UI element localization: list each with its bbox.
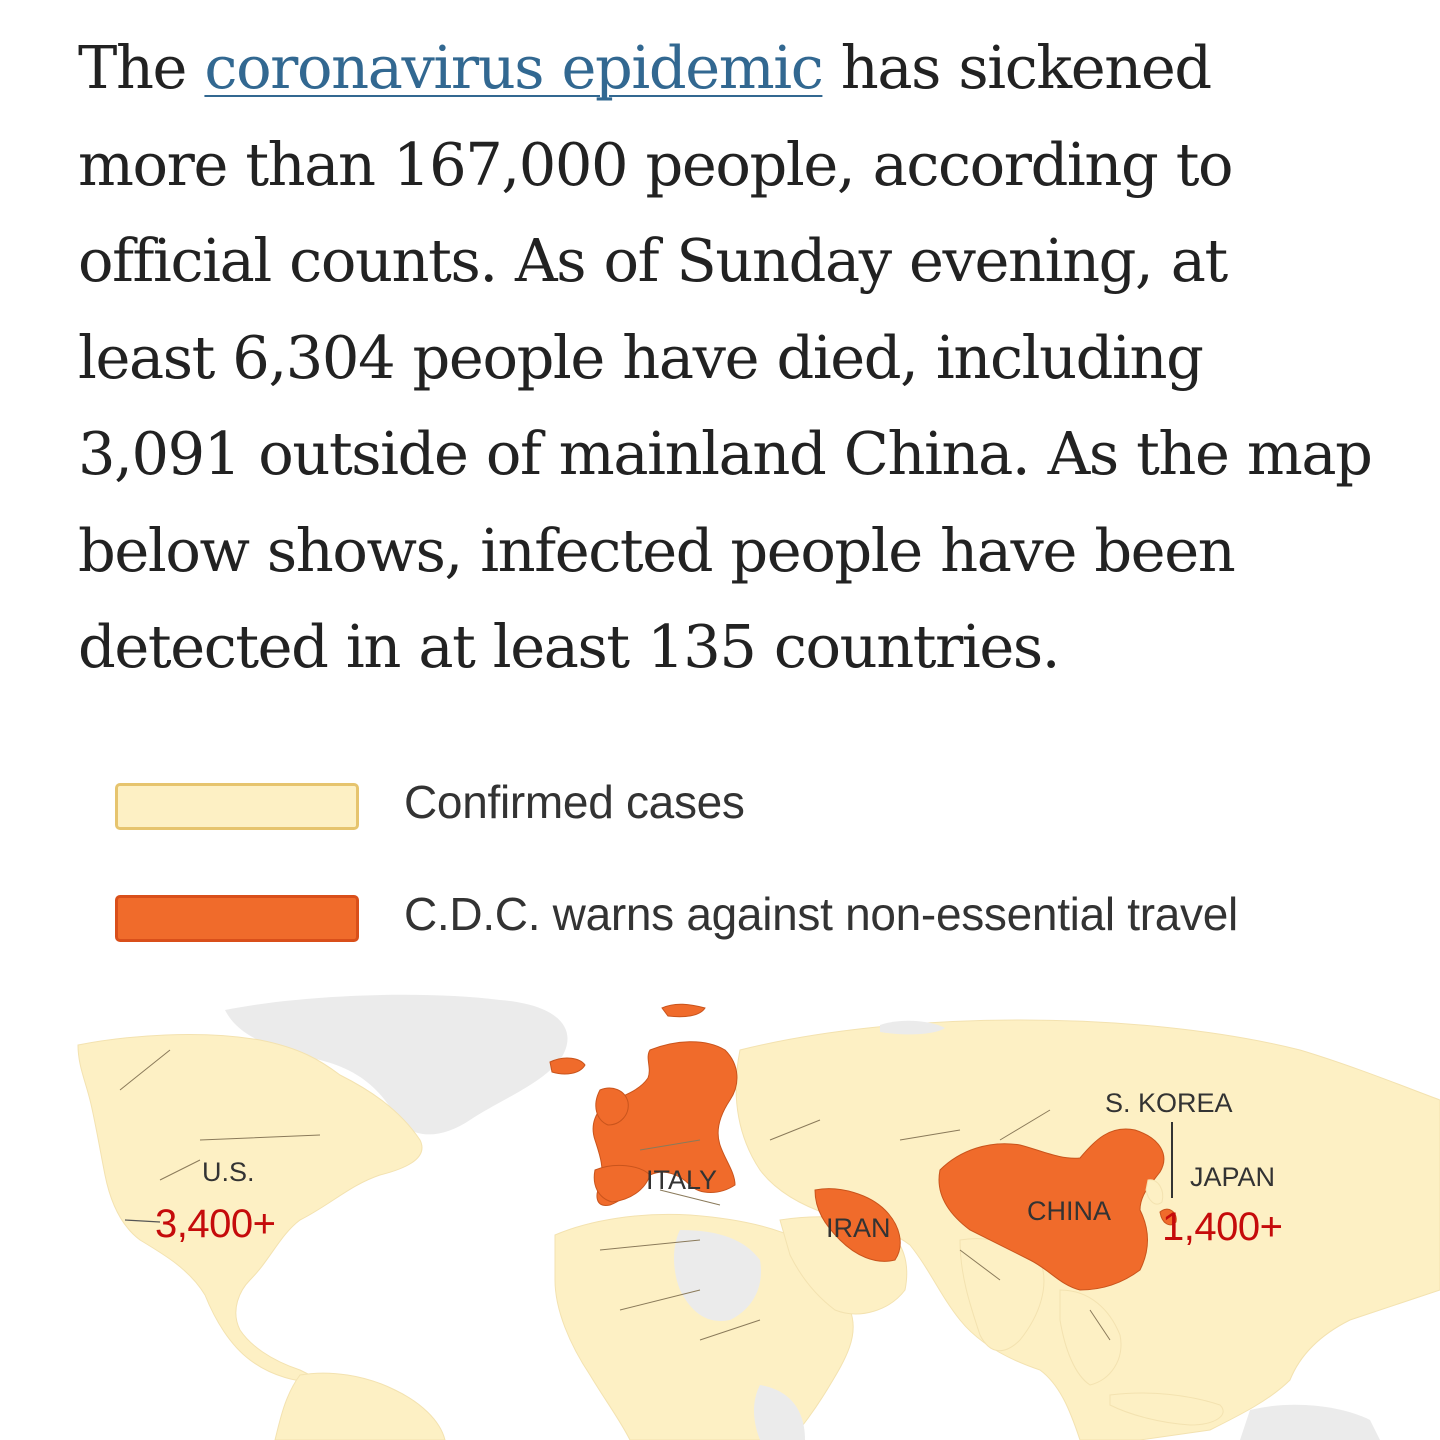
confirmed-cases-label: Confirmed cases [404,776,745,828]
article-paragraph [78,20,1378,696]
iceland-warning-shape [550,1058,585,1074]
south-america-shape [275,1373,445,1440]
article-prefix: The [78,33,205,102]
japan-label: JAPAN [1190,1162,1276,1192]
italy-label: ITALY [646,1165,718,1195]
cdc-warning-label: C.D.C. warns against non-essential travel [404,888,1238,940]
us-count-label: 3,400+ [155,1202,276,1246]
world-map [0,990,1440,1440]
coronavirus-epidemic-link[interactable]: coronavirus epidemic [204,33,823,102]
us-label: U.S. [202,1157,255,1187]
iran-label: IRAN [826,1213,891,1243]
japan-count-label: 1,400+ [1162,1205,1283,1249]
china-label: CHINA [1027,1196,1112,1226]
iberia-warning-shape [594,1165,650,1202]
confirmed-cases-swatch [115,783,359,830]
svalbard-warning-shape [662,1004,705,1017]
article-body: has sickened more than 167,000 people, according to official counts. As of Sunday evening, at least 6,304 people have died, including 3,091 outside of mainland China. As the map below shows, infected people have been detected in at least 135 countries. [78,33,1372,681]
s-korea-label: S. KOREA [1105,1088,1233,1118]
australia-hint-shape [1240,1405,1380,1440]
cdc-warning-swatch [115,895,359,942]
